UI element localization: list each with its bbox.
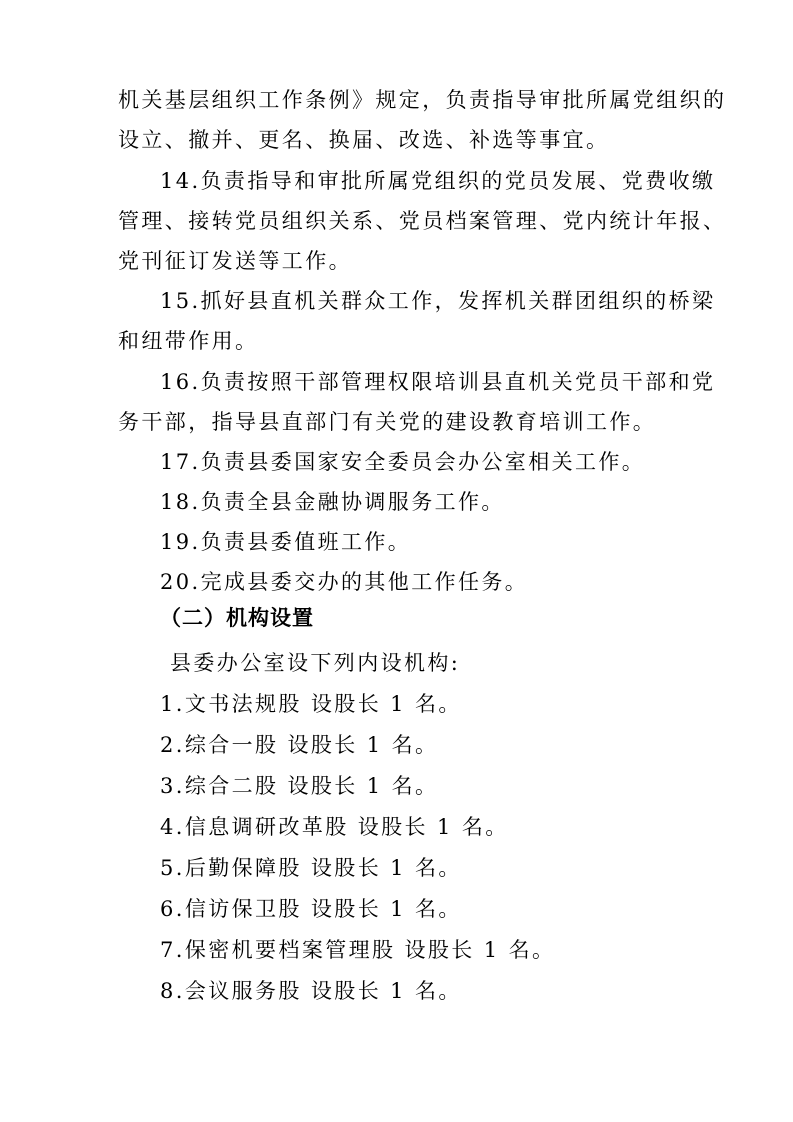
- unit-item-7: 7.保密机要档案管理股 设股长 1 名。: [160, 938, 556, 962]
- section-heading: （二）机构设置: [160, 606, 314, 630]
- paragraph-17: 17.负责县委国家安全委员会办公室相关工作。: [160, 450, 646, 474]
- unit-item-4: 4.信息调研改革股 设股长 1 名。: [160, 815, 509, 839]
- unit-item-1: 1.文书法规股 设股长 1 名。: [160, 692, 462, 716]
- paragraph-14-line-1: 14.负责指导和审批所属党组织的党员发展、党费收缴: [160, 169, 716, 193]
- paragraph-13-line-2: 设立、撤并、更名、换届、改选、补选等事宜。: [118, 128, 610, 152]
- paragraph-20: 20.完成县委交办的其他工作任务。: [160, 570, 529, 594]
- section-intro: 县委办公室设下列内设机构:: [170, 651, 461, 675]
- unit-item-3: 3.综合二股 设股长 1 名。: [160, 774, 439, 798]
- paragraph-19: 19.负责县委值班工作。: [160, 530, 412, 554]
- paragraph-16-line-2: 务干部，指导县直部门有关党的建设教育培训工作。: [118, 410, 657, 434]
- paragraph-15-line-2: 和纽带作用。: [118, 329, 259, 353]
- unit-item-6: 6.信访保卫股 设股长 1 名。: [160, 897, 462, 921]
- paragraph-14-line-2: 管理、接转党员组织关系、党员档案管理、党内统计年报、: [118, 209, 727, 233]
- paragraph-16-line-1: 16.负责按照干部管理权限培训县直机关党员干部和党: [160, 370, 716, 394]
- unit-item-2: 2.综合一股 设股长 1 名。: [160, 733, 439, 757]
- paragraph-15-line-1: 15.抓好县直机关群众工作，发挥机关群团组织的桥梁: [160, 289, 716, 313]
- unit-item-8: 8.会议服务股 设股长 1 名。: [160, 979, 462, 1003]
- paragraph-18: 18.负责全县金融协调服务工作。: [160, 490, 505, 514]
- unit-item-5: 5.后勤保障股 设股长 1 名。: [160, 856, 462, 880]
- paragraph-13-line-1: 机关基层组织工作条例》规定，负责指导审批所属党组织的: [118, 88, 727, 112]
- paragraph-14-line-3: 党刊征订发送等工作。: [118, 249, 352, 273]
